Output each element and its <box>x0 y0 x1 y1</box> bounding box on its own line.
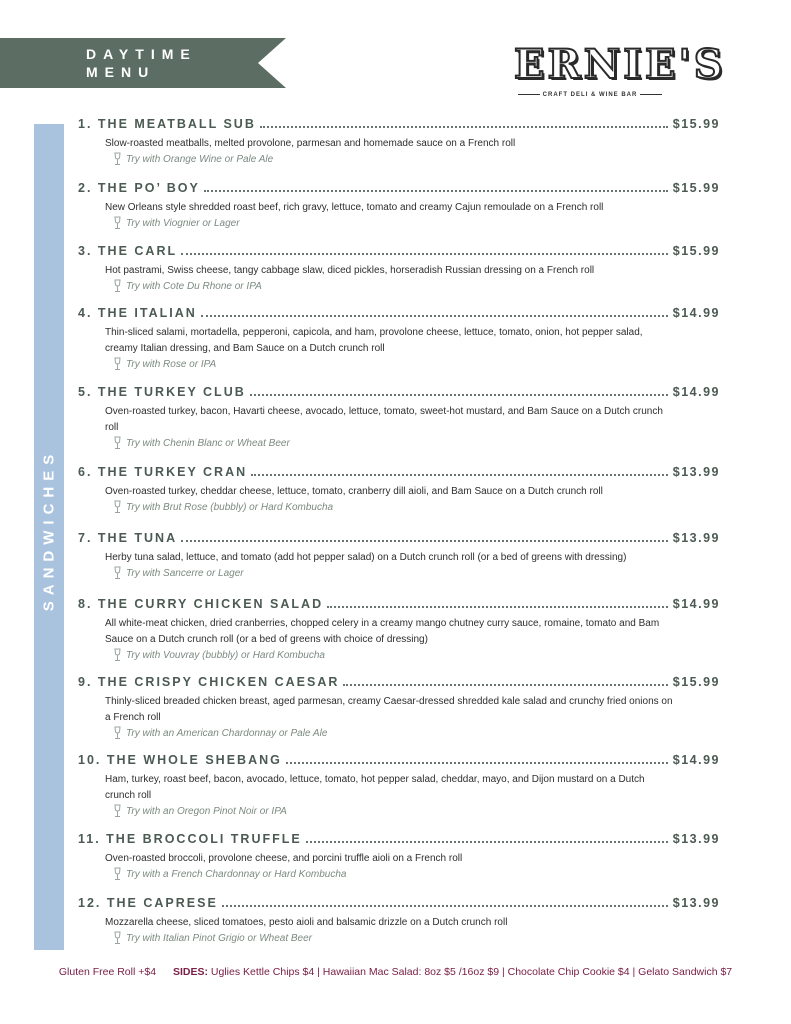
menu-item-number: 6. <box>78 465 93 479</box>
sides-list: Uglies Kettle Chips $4 | Hawaiian Mac Salad: 8oz $5 /16oz $9 | Chocolate Chip Cookie $4 | Gelato Sandwich $7 <box>210 966 733 978</box>
menu-item-pairing <box>112 866 720 882</box>
menu-item-price: $15.99 <box>672 117 720 131</box>
pairing-text: Try with Viognier or Lager <box>126 217 240 229</box>
glass-icon <box>112 648 123 662</box>
menu-item-price: $14.99 <box>672 753 720 767</box>
menu-item-title: THE CRISPY CHICKEN CAESAR <box>97 675 340 689</box>
menu-item-description: Slow-roasted meatballs, melted provolone, parmesan and homemade sauce on a French roll <box>105 138 516 149</box>
menu-item-name <box>78 181 200 195</box>
menu-item <box>78 531 720 581</box>
menu-item-name <box>78 896 218 910</box>
menu-item-pairing <box>112 215 720 231</box>
menu-item-description: Oven-roasted turkey, bacon, Havarti cheese, avocado, lettuce, tomato, sweet-hot mustard, and Bam Sauce on a Dutch crunch roll <box>105 406 663 433</box>
menu-item-header <box>78 832 720 848</box>
menu-title <box>86 45 197 81</box>
menu-item-title: THE CARL <box>97 244 178 258</box>
dot-leader <box>204 190 668 192</box>
pairing-text: Try with Chenin Blanc or Wheat Beer <box>126 437 290 449</box>
menu-title-line1: DAYTIME <box>86 46 197 62</box>
pairing-text: Try with an American Chardonnay or Pale Ale <box>126 727 328 739</box>
menu-item-description: All white-meat chicken, dried cranberries, chopped celery in a creamy mango chutney curry sauce, romaine, tomato and Bam Sauce on a Dutch crunch roll (or a bed of greens with choice of dressing) <box>105 618 660 645</box>
menu-item-title: THE ITALIAN <box>97 306 197 320</box>
menu-item <box>78 753 720 819</box>
glass-icon <box>112 726 123 740</box>
menu-item-number: 8. <box>78 597 93 611</box>
menu-item-price: $15.99 <box>672 244 720 258</box>
menu-item-description: New Orleans style shredded roast beef, rich gravy, lettuce, tomato and creamy Cajun remoulade on a French roll <box>105 202 604 213</box>
menu-item-pairing <box>112 647 720 663</box>
glass-icon <box>112 279 123 293</box>
dot-leader <box>250 394 668 396</box>
menu-item-name <box>78 832 302 846</box>
menu-item-price: $13.99 <box>672 896 720 910</box>
menu-item-header <box>78 244 720 260</box>
pairing-text: Try with Rose or IPA <box>126 358 217 370</box>
glass-icon <box>112 566 123 580</box>
gluten-free-note: Gluten Free Roll +$4 <box>58 966 157 978</box>
menu-item-name <box>78 675 339 689</box>
menu-item-pairing <box>112 930 720 946</box>
menu-item-pairing <box>112 499 720 515</box>
pairing-text: Try with Brut Rose (bubbly) or Hard Kombucha <box>126 501 334 513</box>
menu-item-title: THE MEATBALL SUB <box>97 117 256 131</box>
menu-item <box>78 465 720 515</box>
menu-item-name <box>78 531 177 545</box>
menu-item-description: Hot pastrami, Swiss cheese, tangy cabbage slaw, diced pickles, horseradish Russian dressing on a French roll <box>105 265 595 276</box>
menu-item-name <box>78 753 282 767</box>
menu-item-price: $14.99 <box>672 306 720 320</box>
menu-item-number: 12. <box>78 896 102 910</box>
glass-icon <box>112 500 123 514</box>
glass-icon <box>112 931 123 945</box>
sides-label: SIDES: <box>172 966 208 978</box>
menu-item-description: Thin-sliced salami, mortadella, pepperoni, capicola, and ham, provolone cheese, lettuce, tomato, onion, hot pepper salad, creamy Italian dressing, and Bam Sauce on a Dutch crunch roll <box>105 327 643 354</box>
menu-item <box>78 896 720 946</box>
menu-item-header <box>78 306 720 322</box>
menu-item-title: THE TURKEY CRAN <box>97 465 248 479</box>
dot-leader <box>260 126 668 128</box>
section-label: SANDWICHES <box>40 448 58 612</box>
menu-item-number: 5. <box>78 385 93 399</box>
menu-item-header <box>78 385 720 401</box>
menu-item-pairing <box>112 356 720 372</box>
menu-item <box>78 244 720 294</box>
menu-item-number: 7. <box>78 531 93 545</box>
menu-item-price: $13.99 <box>672 465 720 479</box>
menu-item-name <box>78 465 247 479</box>
menu-item-name <box>78 597 323 611</box>
menu-item-pairing <box>112 565 720 581</box>
glass-icon <box>112 357 123 371</box>
logo-subtitle-text: CRAFT DELI & WINE BAR <box>542 92 638 98</box>
menu-item-header <box>78 597 720 613</box>
dot-leader <box>201 315 668 317</box>
logo-rule-right <box>640 94 662 95</box>
menu-item-description: Mozzarella cheese, sliced tomatoes, pesto aioli and balsamic drizzle on a Dutch crunch roll <box>105 917 508 928</box>
menu-item-header <box>78 465 720 481</box>
glass-icon <box>112 867 123 881</box>
menu-item-pairing <box>112 803 720 819</box>
menu-item-header <box>78 675 720 691</box>
menu-item-number: 1. <box>78 117 93 131</box>
menu-item <box>78 306 720 372</box>
dot-leader <box>251 474 668 476</box>
pairing-text: Try with a French Chardonnay or Hard Kombucha <box>126 868 347 880</box>
menu-item-price: $14.99 <box>672 597 720 611</box>
menu-item-price: $13.99 <box>672 531 720 545</box>
menu-item-pairing <box>112 725 720 741</box>
menu-item-number: 10. <box>78 753 102 767</box>
logo-subtitle <box>514 92 666 98</box>
menu-item <box>78 181 720 231</box>
dot-leader <box>343 684 667 686</box>
menu-item-title: THE CAPRESE <box>106 896 218 910</box>
menu-item-name <box>78 244 177 258</box>
menu-item-description: Herby tuna salad, lettuce, and tomato (add hot pepper salad) on a Dutch crunch roll (or a bed of greens with dressing) <box>105 552 627 563</box>
menu-item-name <box>78 306 197 320</box>
restaurant-logo <box>514 40 726 102</box>
menu-item-pairing <box>112 278 720 294</box>
menu-item-title: THE WHOLE SHEBANG <box>106 753 282 767</box>
dot-leader <box>327 606 668 608</box>
menu-item-header <box>78 181 720 197</box>
menu-item-name <box>78 117 256 131</box>
menu-item <box>78 597 720 663</box>
pairing-text: Try with Cote Du Rhone or IPA <box>126 280 262 292</box>
dot-leader <box>181 253 668 255</box>
pairing-text: Try with Italian Pinot Grigio or Wheat Beer <box>126 932 312 944</box>
menu-item-number: 3. <box>78 244 93 258</box>
menu-item-description: Ham, turkey, roast beef, bacon, avocado, lettuce, tomato, hot pepper salad, cheddar, mayo, and Dijon mustard on a Dutch crunch roll <box>105 774 645 801</box>
pairing-text: Try with an Oregon Pinot Noir or IPA <box>126 805 287 817</box>
pairing-text: Try with Orange Wine or Pale Ale <box>126 153 274 165</box>
footer-sides <box>0 966 791 978</box>
menu-item-header <box>78 753 720 769</box>
menu-item-number: 4. <box>78 306 93 320</box>
menu-item-price: $13.99 <box>672 832 720 846</box>
menu-item-pairing <box>112 151 720 167</box>
glass-icon <box>112 216 123 230</box>
glass-icon <box>112 804 123 818</box>
menu-item-header <box>78 896 720 912</box>
menu-item-number: 2. <box>78 181 93 195</box>
dot-leader <box>306 841 668 843</box>
menu-item-header <box>78 117 720 133</box>
pairing-text: Try with Sancerre or Lager <box>126 567 244 579</box>
menu-item <box>78 385 720 451</box>
menu-item-price: $15.99 <box>672 675 720 689</box>
menu-item-number: 11. <box>78 832 101 846</box>
logo-rule-left <box>518 94 540 95</box>
menu-item-number: 9. <box>78 675 93 689</box>
dot-leader <box>286 762 668 764</box>
menu-item <box>78 117 720 167</box>
dot-leader <box>222 905 668 907</box>
menu-item-pairing <box>112 435 720 451</box>
pairing-text: Try with Vouvray (bubbly) or Hard Kombucha <box>126 649 325 661</box>
menu-item-title: THE BROCCOLI TRUFFLE <box>106 832 302 846</box>
menu-item-description: Oven-roasted broccoli, provolone cheese, and porcini truffle aioli on a French roll <box>105 853 463 864</box>
menu-item-title: THE CURRY CHICKEN SALAD <box>97 597 324 611</box>
menu-item-title: THE PO’ BOY <box>97 181 200 195</box>
glass-icon <box>112 436 123 450</box>
menu-item-name <box>78 385 246 399</box>
menu-title-line2: MENU <box>86 64 156 80</box>
menu-item-description: Oven-roasted turkey, cheddar cheese, lettuce, tomato, cranberry dill aioli, and Bam Sauce on a Dutch crunch roll <box>105 486 603 497</box>
menu-item-description: Thinly-sliced breaded chicken breast, aged parmesan, creamy Caesar-dressed shredded kale salad and crunchy fried onions on a French roll <box>105 696 673 723</box>
glass-icon <box>112 152 123 166</box>
menu-item-price: $15.99 <box>672 181 720 195</box>
menu-item-price: $14.99 <box>672 385 720 399</box>
dot-leader <box>181 540 668 542</box>
menu-item-title: THE TURKEY CLUB <box>97 385 246 399</box>
logo-name: ERNIE'S <box>514 41 726 88</box>
menu-item-header <box>78 531 720 547</box>
menu-item <box>78 675 720 741</box>
menu-item <box>78 832 720 882</box>
menu-item-title: THE TUNA <box>97 531 178 545</box>
